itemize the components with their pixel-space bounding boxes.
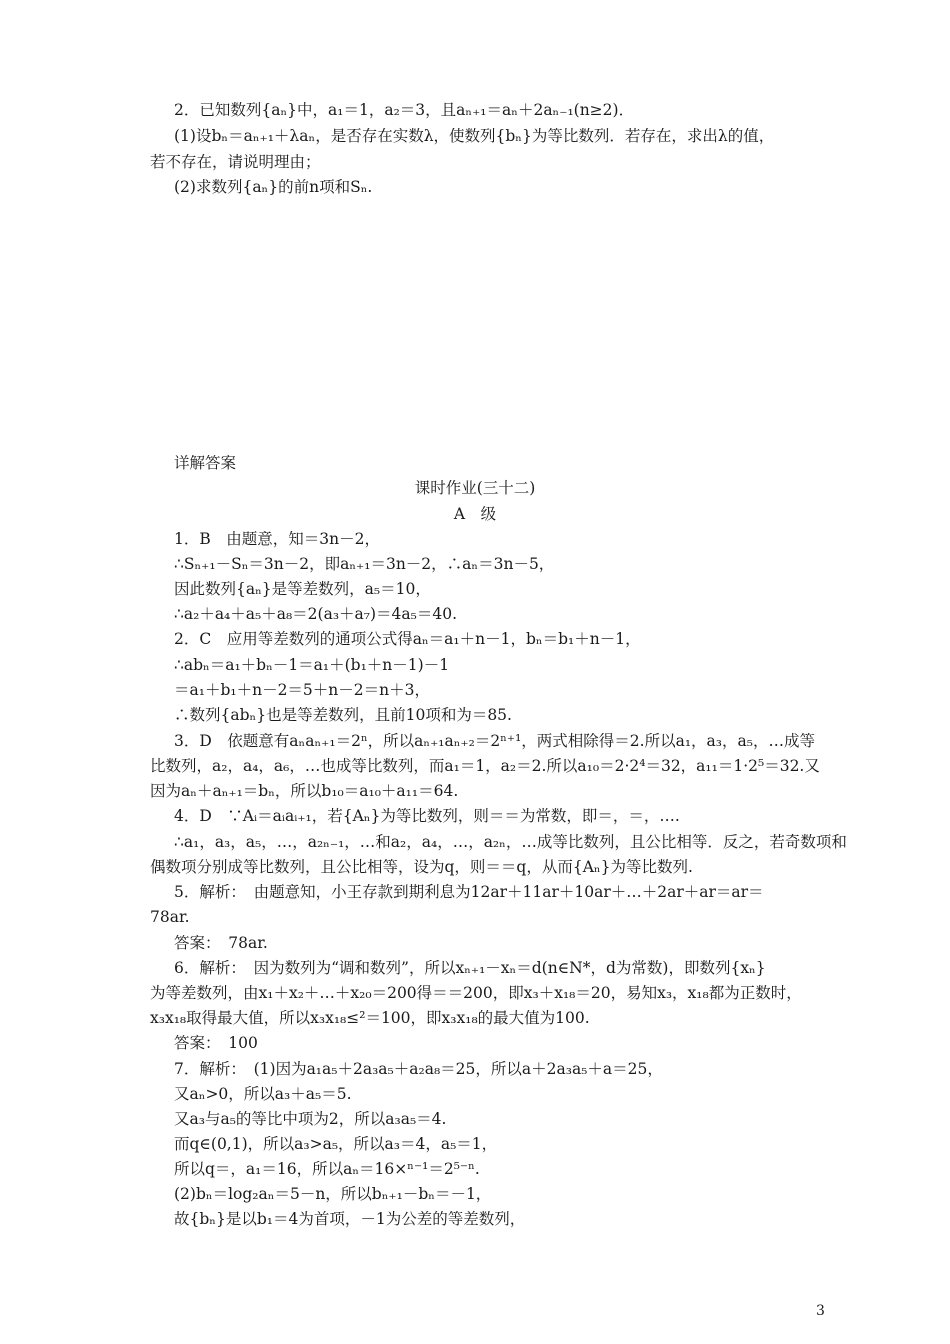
- answer-line: 比数列，a₂，a₄，a₆，…也成等比数列，而a₁＝1，a₂＝2.所以a₁₀＝2·2⁴＝32，a₁₁＝1·2⁵＝32.又: [150, 757, 820, 775]
- answers-title: 课时作业(三十二): [414, 479, 536, 497]
- answer-line: (2)bₙ＝log₂aₙ＝5－n，所以bₙ₊₁－bₙ＝－1，: [174, 1185, 492, 1203]
- page-number: 3: [816, 1303, 825, 1319]
- answer-line: 5．解析： 由题意知，小王存款到期利息为12ar＋11ar＋10ar＋…＋2ar＋ar＝ar＝: [174, 883, 764, 901]
- answer-line: 因此数列{aₙ}是等差数列，a₅＝10，: [174, 580, 431, 598]
- answer-line: ∴数列{abₙ}也是等差数列，且前10项和为＝85.: [174, 706, 512, 724]
- answer-line: 故{bₙ}是以b₁＝4为首项，－1为公差的等差数列，: [174, 1210, 526, 1228]
- problem-line-4: (2)求数列{aₙ}的前n项和Sₙ.: [174, 178, 373, 196]
- answer-line: 1．B 由题意，知＝3n－2，: [174, 530, 380, 548]
- answer-line: ∴a₁，a₃，a₅，…，a₂ₙ₋₁，…和a₂，a₄，…，a₂ₙ，…成等比数列，且公比相等．反之，若奇数项和: [174, 833, 847, 851]
- problem-line-3: 若不存在，请说明理由；: [150, 153, 321, 171]
- answer-line: 答案： 100: [174, 1034, 258, 1052]
- answer-line: 2．C 应用等差数列的通项公式得aₙ＝a₁＋n－1，bₙ＝b₁＋n－1，: [174, 630, 641, 648]
- answer-line: ＝a₁＋b₁＋n－2＝5＋n－2＝n＋3，: [174, 681, 430, 699]
- answer-line: 又a₃与a₅的等比中项为2，所以a₃a₅＝4.: [174, 1110, 447, 1128]
- answer-line: 又aₙ>0，所以a₃＋a₅＝5.: [174, 1085, 352, 1103]
- answer-line: 而q∈(0,1)，所以a₃>a₅，所以a₃＝4，a₅＝1，: [174, 1135, 498, 1153]
- answer-line: 因为aₙ＋aₙ₊₁＝bₙ，所以b₁₀＝a₁₀＋a₁₁＝64.: [150, 782, 459, 800]
- answer-line: 3．D 依题意有aₙaₙ₊₁＝2ⁿ，所以aₙ₊₁aₙ₊₂＝2ⁿ⁺¹，两式相除得＝2.所以a₁，a₃，a₅，…成等: [174, 732, 815, 750]
- answers-level: A 级: [453, 505, 497, 523]
- answer-line: 4．D ∵Aᵢ＝aᵢaᵢ₊₁，若{Aₙ}为等比数列，则＝＝为常数，即＝，＝，….: [174, 807, 680, 825]
- answer-line: 偶数项分别成等比数列，且公比相等，设为q，则＝＝q，从而{Aₙ}为等比数列.: [150, 858, 693, 876]
- answers-heading: 详解答案: [174, 454, 237, 472]
- answer-line: x₃x₁₈取得最大值，所以x₃x₁₈≤²＝100，即x₃x₁₈的最大值为100.: [150, 1009, 590, 1027]
- answer-line: 所以q＝，a₁＝16，所以aₙ＝16×ⁿ⁻¹＝2⁵⁻ⁿ.: [174, 1160, 480, 1178]
- answer-line: 78ar.: [150, 908, 190, 926]
- answer-line: 6．解析： 因为数列为“调和数列”，所以xₙ₊₁－xₙ＝d(n∈N*，d为常数)，即数列{xₙ}: [174, 959, 766, 977]
- answer-line: ∴a₂＋a₄＋a₅＋a₈＝2(a₃＋a₇)＝4a₅＝40.: [174, 605, 458, 623]
- answer-line: ∴Sₙ₊₁－Sₙ＝3n－2，即aₙ₊₁＝3n－2，∴aₙ＝3n－5，: [174, 555, 555, 573]
- answer-line: ∴abₙ＝a₁＋bₙ－1＝a₁＋(b₁＋n－1)－1: [174, 656, 450, 674]
- problem-line-2: (1)设bₙ＝aₙ₊₁＋λaₙ，是否存在实数λ，使数列{bₙ}为等比数列．若存在，求出λ的值，: [174, 127, 775, 145]
- answer-line: 7．解析： (1)因为a₁a₅＋2a₃a₅＋a₂a₈＝25，所以a＋2a₃a₅＋a＝25，: [174, 1060, 663, 1078]
- answer-line: 答案： 78ar.: [174, 934, 268, 952]
- problem-line-1: 2．已知数列{aₙ}中，a₁＝1，a₂＝3，且aₙ₊₁＝aₙ＋2aₙ₋₁(n≥2)．: [174, 101, 635, 119]
- answer-line: 为等差数列，由x₁＋x₂＋…＋x₂₀＝200得＝＝200，即x₃＋x₁₈＝20，易知x₃，x₁₈都为正数时，: [150, 984, 802, 1002]
